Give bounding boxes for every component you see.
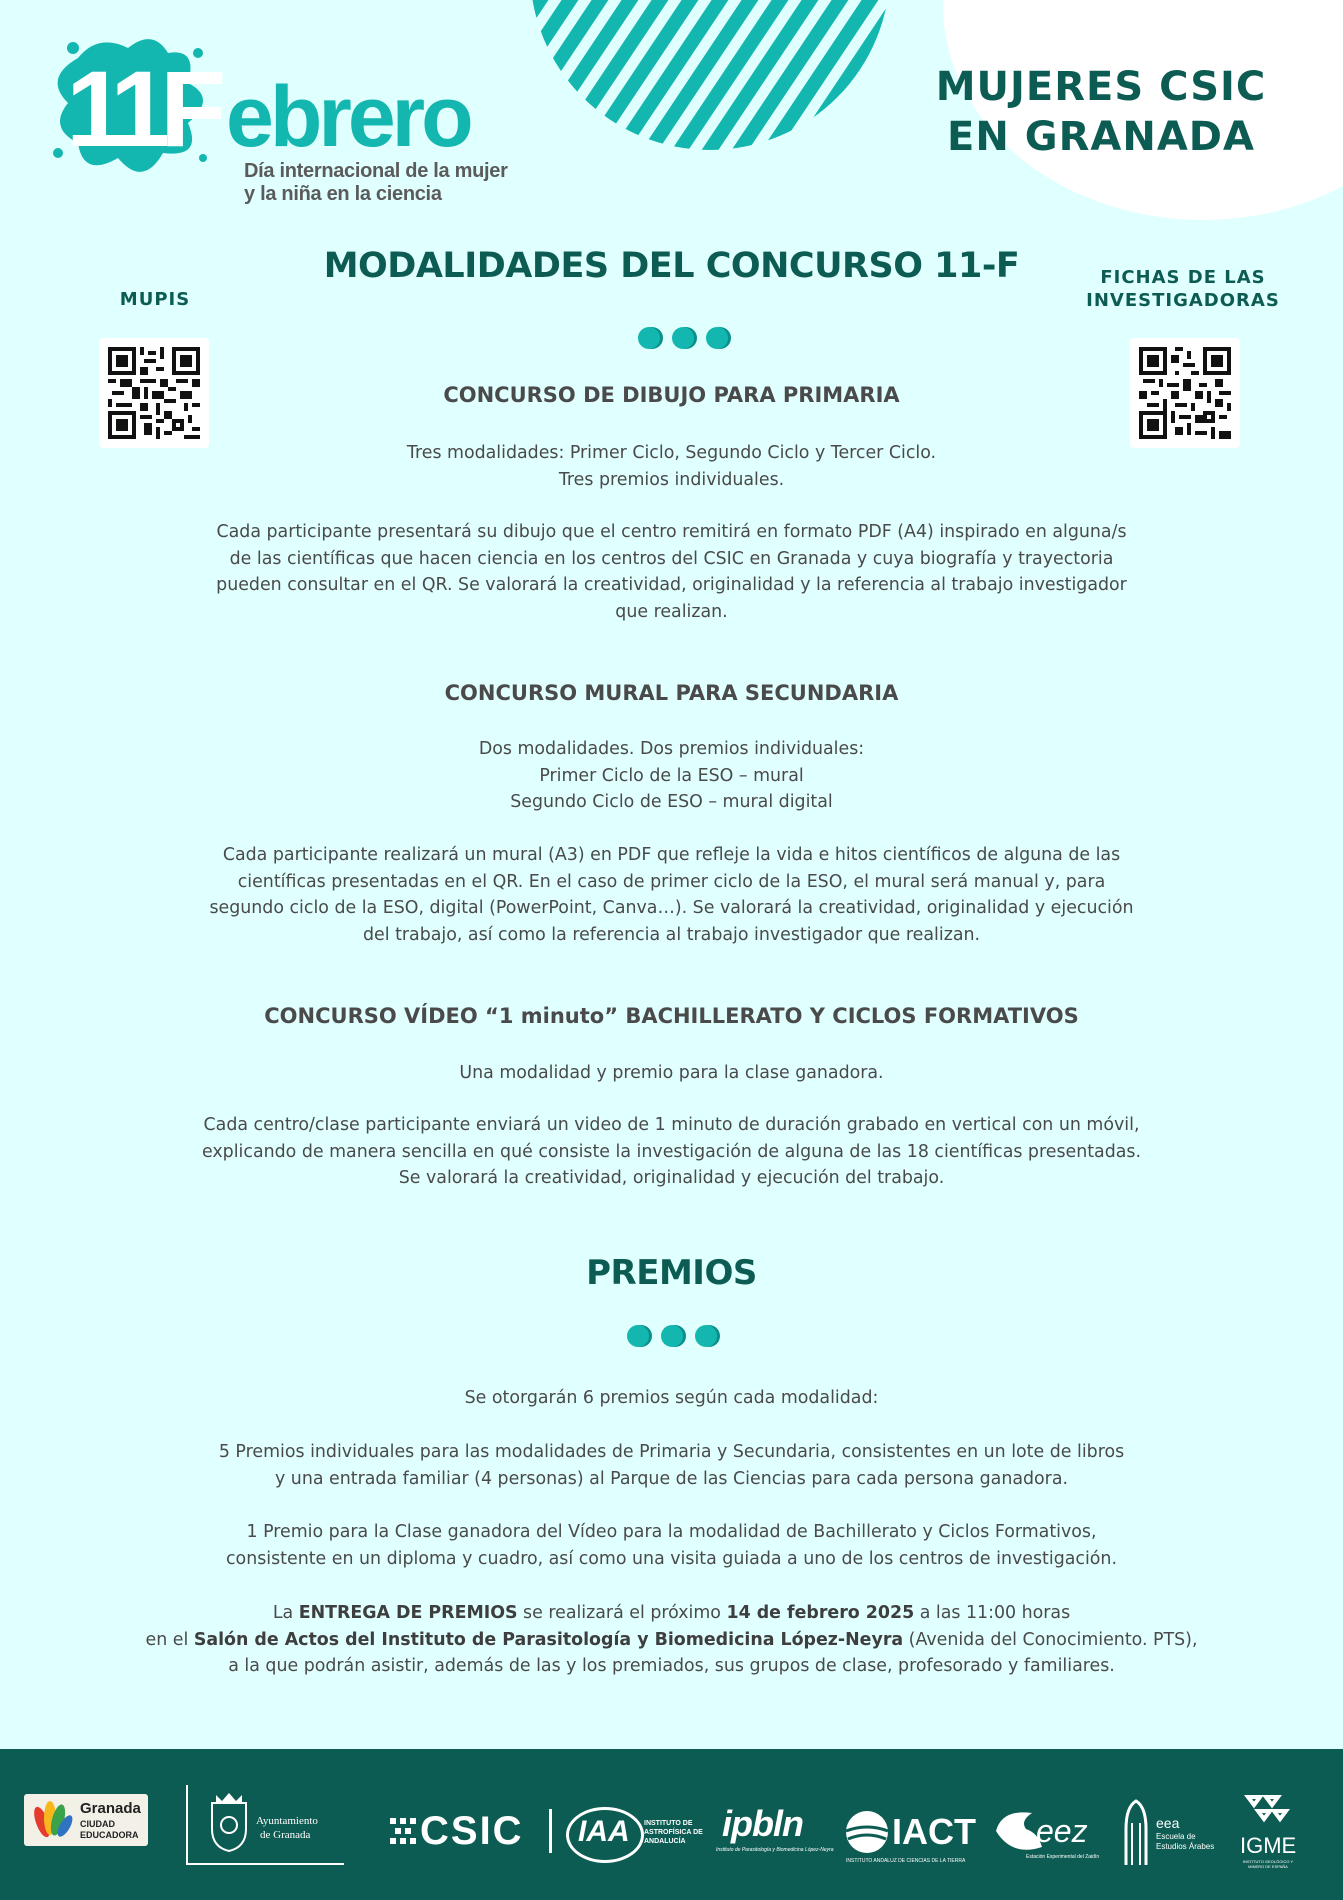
- text-line: explicando de manera sencilla en qué consiste la investigación de alguna de las 18 científicas presentadas.: [202, 1141, 1141, 1162]
- text-line: Primer Ciclo de la ESO – mural: [539, 765, 804, 786]
- text-line: Tres modalidades: Primer Ciclo, Segundo Ciclo y Tercer Ciclo.: [406, 443, 937, 463]
- 11febrero-logo: [48, 28, 508, 218]
- text-line: científicas presentadas en el QR. En el caso de primer ciclo de la ESO, el mural será manual y, para: [237, 871, 1106, 892]
- header-title-line1: MUJERES CSIC: [935, 64, 1267, 110]
- svg-text:ebrero: ebrero: [226, 69, 470, 165]
- iact-subtitle: INSTITUTO ANDALUZ DE CIENCIAS DE LA TIERRA: [846, 1858, 966, 1864]
- text-line: segundo ciclo de la ESO, digital (PowerPoint, Canva…). Se valorará la creatividad, originalidad y ejecución: [209, 898, 1134, 918]
- header-title: [911, 62, 1291, 162]
- primaria-intro: [130, 440, 1213, 493]
- granada-educadora-logo: [24, 1794, 148, 1846]
- text-line: 5 Premios individuales para las modalidades de Primaria y Secundaria, consistentes en un lote de libros: [218, 1442, 1125, 1462]
- text-line: 1 Premio para la Clase ganadora del Vídeo para la modalidad de Bachillerato y Ciclos Formativos,: [246, 1522, 1097, 1542]
- eez-subtitle: Estación Experimental del Zaidín: [1026, 1854, 1100, 1860]
- secundaria-body: [130, 842, 1213, 948]
- text-line: Cada centro/clase participante enviará un video de 1 minuto de duración grabado en vertical con un móvil,: [203, 1115, 1140, 1135]
- logo-subtitle-line1: Día internacional de la mujer: [244, 160, 508, 182]
- text-line: Cada participante presentará su dibujo que el centro remitirá en formato PDF (A4) inspirado en alguna/s: [216, 522, 1127, 542]
- text-line: y una entrada familiar (4 personas) al Parque de las Ciencias para cada persona ganadora.: [274, 1468, 1069, 1489]
- text-line: Se otorgarán 6 premios según cada modalidad:: [464, 1388, 879, 1408]
- eea-logo: eea: [1156, 1815, 1180, 1831]
- qr-left-label: MUPIS: [119, 289, 191, 310]
- premios-title: PREMIOS: [586, 1253, 757, 1293]
- csic-logo: CSIC: [420, 1809, 524, 1853]
- hand-icon: [28, 1796, 78, 1844]
- svg-text:11F: 11F: [66, 48, 217, 169]
- text-line: Segundo Ciclo de ESO – mural digital: [510, 792, 833, 812]
- text-line: del trabajo, así como la referencia al trabajo investigador que realizan.: [362, 924, 981, 945]
- ayuntamiento-logo: [186, 1785, 344, 1865]
- text-line: a la que podrán asistir, además de las y los premiados, sus grupos de clase, profesorado y familiares.: [228, 1656, 1115, 1676]
- iact-logo: IACT: [892, 1811, 976, 1852]
- text-line: Tres premios individuales.: [558, 469, 785, 490]
- iact-globe-icon: [844, 1809, 890, 1855]
- text-line: en el Salón de Actos del Instituto de Parasitología y Biomedicina López-Neyra (Avenida del Conocimiento. PTS),: [145, 1629, 1198, 1650]
- secundaria-intro: [130, 736, 1213, 816]
- secundaria-title: CONCURSO MURAL PARA SECUNDARIA: [444, 681, 899, 705]
- iaa-subtitle: INSTITUTO DE ASTROFÍSICA DE ANDALUCÍA: [644, 1820, 703, 1845]
- coat-of-arms-icon: [206, 1791, 252, 1853]
- text-line: Cada participante realizará un mural (A3) en PDF que refleje la vida e hitos científicos de alguna de las: [222, 845, 1121, 865]
- igme-icon: [1244, 1793, 1290, 1831]
- ipbln-subtitle: Instituto de Parasitología y Biomedicina López-Neyra: [716, 1847, 834, 1853]
- decorative-dots: [638, 325, 738, 351]
- text-line: consistente en un diploma y cuadro, así como una visita guiada a uno de los centros de investigación.: [226, 1548, 1117, 1569]
- text-line: Se valorará la creatividad, originalidad y ejecución del trabajo.: [398, 1168, 945, 1188]
- igme-subtitle: INSTITUTO GEOLÓGICO Y MINERO DE ESPAÑA: [1242, 1859, 1294, 1869]
- footer-logos: [0, 1749, 1343, 1900]
- qr-right-label-line1: FICHAS DE LAS: [1100, 267, 1266, 288]
- text-line: Dos modalidades. Dos premios individuales:: [478, 739, 865, 759]
- qr-right-label-line2: INVESTIGADORAS: [1086, 290, 1280, 311]
- header-title-line2: EN GRANADA: [947, 114, 1255, 160]
- ayto-line1: Ayuntamiento: [256, 1815, 318, 1827]
- csic-icon: [390, 1818, 416, 1844]
- ayto-line2: de Granada: [260, 1829, 311, 1841]
- video-body: [130, 1112, 1213, 1192]
- primaria-body: [130, 519, 1213, 625]
- video-title: CONCURSO VÍDEO “1 minuto” BACHILLERATO Y CICLOS FORMATIVOS: [264, 1004, 1079, 1028]
- granada-name: Granada: [80, 1800, 141, 1817]
- text-line: pueden consultar en el QR. Se valorará la creatividad, originalidad y la referencia al trabajo investigador: [216, 575, 1127, 595]
- primaria-title: CONCURSO DE DIBUJO PARA PRIMARIA: [443, 383, 900, 407]
- logo-subtitle-line2: y la niña en la ciencia: [244, 183, 442, 205]
- premios-intro: [130, 1385, 1213, 1412]
- striped-circle-decoration: [500, 0, 960, 160]
- decorative-dots: [627, 1323, 727, 1349]
- iaa-text: IAA: [578, 1815, 630, 1848]
- video-intro: [130, 1060, 1213, 1087]
- text-line: que realizan.: [615, 601, 728, 622]
- granada-sub2: EDUCADORA: [80, 1830, 139, 1840]
- ipbln-logo: ipbln: [722, 1803, 803, 1844]
- eea-column-icon: [1122, 1799, 1150, 1865]
- premios-individuales: [130, 1439, 1213, 1492]
- eez-logo: eez: [1036, 1813, 1088, 1849]
- splash-icon: [48, 28, 478, 178]
- page-title: MODALIDADES DEL CONCURSO 11-F: [323, 246, 1020, 286]
- text-line: de las científicas que hacen ciencia en los centros del CSIC en Granada y cuya biografía y trayectoria: [229, 548, 1114, 569]
- eea-subtitle: Escuela de Estudios Árabes: [1156, 1832, 1215, 1851]
- text-line: La ENTREGA DE PREMIOS se realizará el próximo 14 de febrero 2025 a las 11:00 horas: [272, 1603, 1071, 1623]
- igme-logo: IGME: [1240, 1833, 1297, 1858]
- divider: [549, 1809, 552, 1853]
- granada-sub1: CIUDAD: [80, 1819, 115, 1829]
- text-line: Una modalidad y premio para la clase ganadora.: [459, 1063, 884, 1083]
- premios-entrega: [60, 1600, 1283, 1680]
- premios-clase: [130, 1519, 1213, 1572]
